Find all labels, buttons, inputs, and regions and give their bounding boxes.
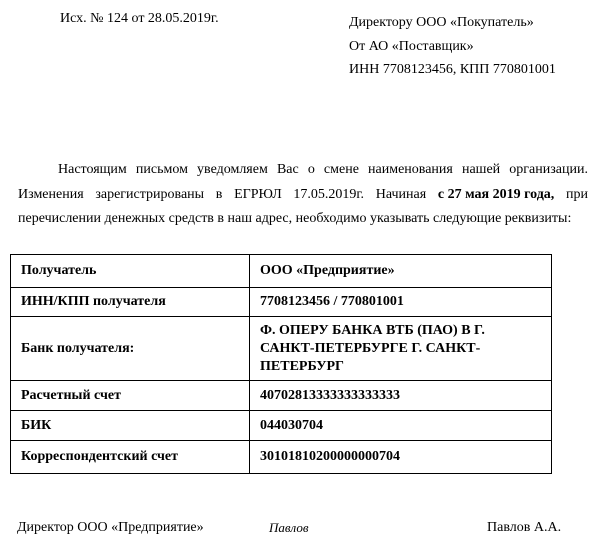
table-row	[11, 381, 552, 411]
letter-body	[18, 158, 588, 232]
body-word: 17.05.2019г.	[293, 186, 365, 202]
row-label: Банк получателя:	[11, 317, 250, 381]
row-label: Расчетный счет	[11, 381, 250, 411]
row-value: 30101810200000000704	[250, 441, 552, 474]
body-word: Вас	[276, 162, 299, 177]
addressee-block	[349, 11, 556, 82]
body-line-1	[18, 158, 588, 183]
body-line-2	[18, 183, 588, 208]
row-label: Получатель	[11, 255, 250, 288]
sender-line: От АО «Поставщик»	[349, 38, 474, 54]
row-value: ООО «Предприятие»	[250, 255, 552, 288]
body-word: в	[215, 186, 223, 202]
body-word: Изменения	[18, 186, 84, 202]
bank-details-table	[10, 254, 552, 474]
row-label: Корреспондентский счет	[11, 441, 250, 474]
table-row	[11, 255, 552, 288]
row-value: 7708123456 / 770801001	[250, 288, 552, 317]
body-word: зарегистрированы	[95, 186, 205, 202]
signatory-role: Директор ООО «Предприятие»	[17, 520, 204, 535]
body-word: смене	[323, 162, 359, 177]
row-value: Ф. ОПЕРУ БАНКА ВТБ (ПАО) В Г. САНКТ-ПЕТЕРБУРГЕ Г. САНКТ-ПЕТЕРБУРГ	[250, 317, 552, 381]
body-word: письмом	[135, 162, 188, 177]
body-word: уведомляем	[197, 162, 268, 177]
row-label: ИНН/КПП получателя	[11, 288, 250, 317]
body-text-line: перечислении денежных средств в наш адрес, необходимо указывать следующие реквизиты:	[18, 211, 572, 226]
body-word: о	[307, 162, 315, 177]
body-word: при	[566, 186, 588, 202]
body-word: нашей	[461, 162, 501, 177]
body-line-3	[18, 207, 588, 232]
table-row	[11, 411, 552, 441]
outgoing-reference: Исх. № 124 от 28.05.2019г.	[60, 11, 219, 26]
sender-tax-ids-line: ИНН 7708123456, КПП 770801001	[349, 62, 556, 77]
table-row	[11, 317, 552, 381]
row-value: 40702813333333333333	[250, 381, 552, 411]
row-label: БИК	[11, 411, 250, 441]
body-word: Начиная	[375, 186, 427, 202]
handwritten-signature: Павлов	[269, 520, 309, 535]
row-value: 044030704	[250, 411, 552, 441]
effective-date-bold: с 27 мая 2019 года,	[437, 186, 555, 202]
body-word: ЕГРЮЛ	[234, 186, 282, 202]
addressee-line: Директору ООО «Покупатель»	[349, 15, 534, 30]
table-row	[11, 441, 552, 474]
body-word: организации.	[509, 162, 588, 177]
body-word: наименования	[368, 162, 453, 177]
table-row	[11, 288, 552, 317]
body-word: Настоящим	[58, 162, 127, 177]
signatory-name: Павлов А.А.	[487, 520, 562, 535]
